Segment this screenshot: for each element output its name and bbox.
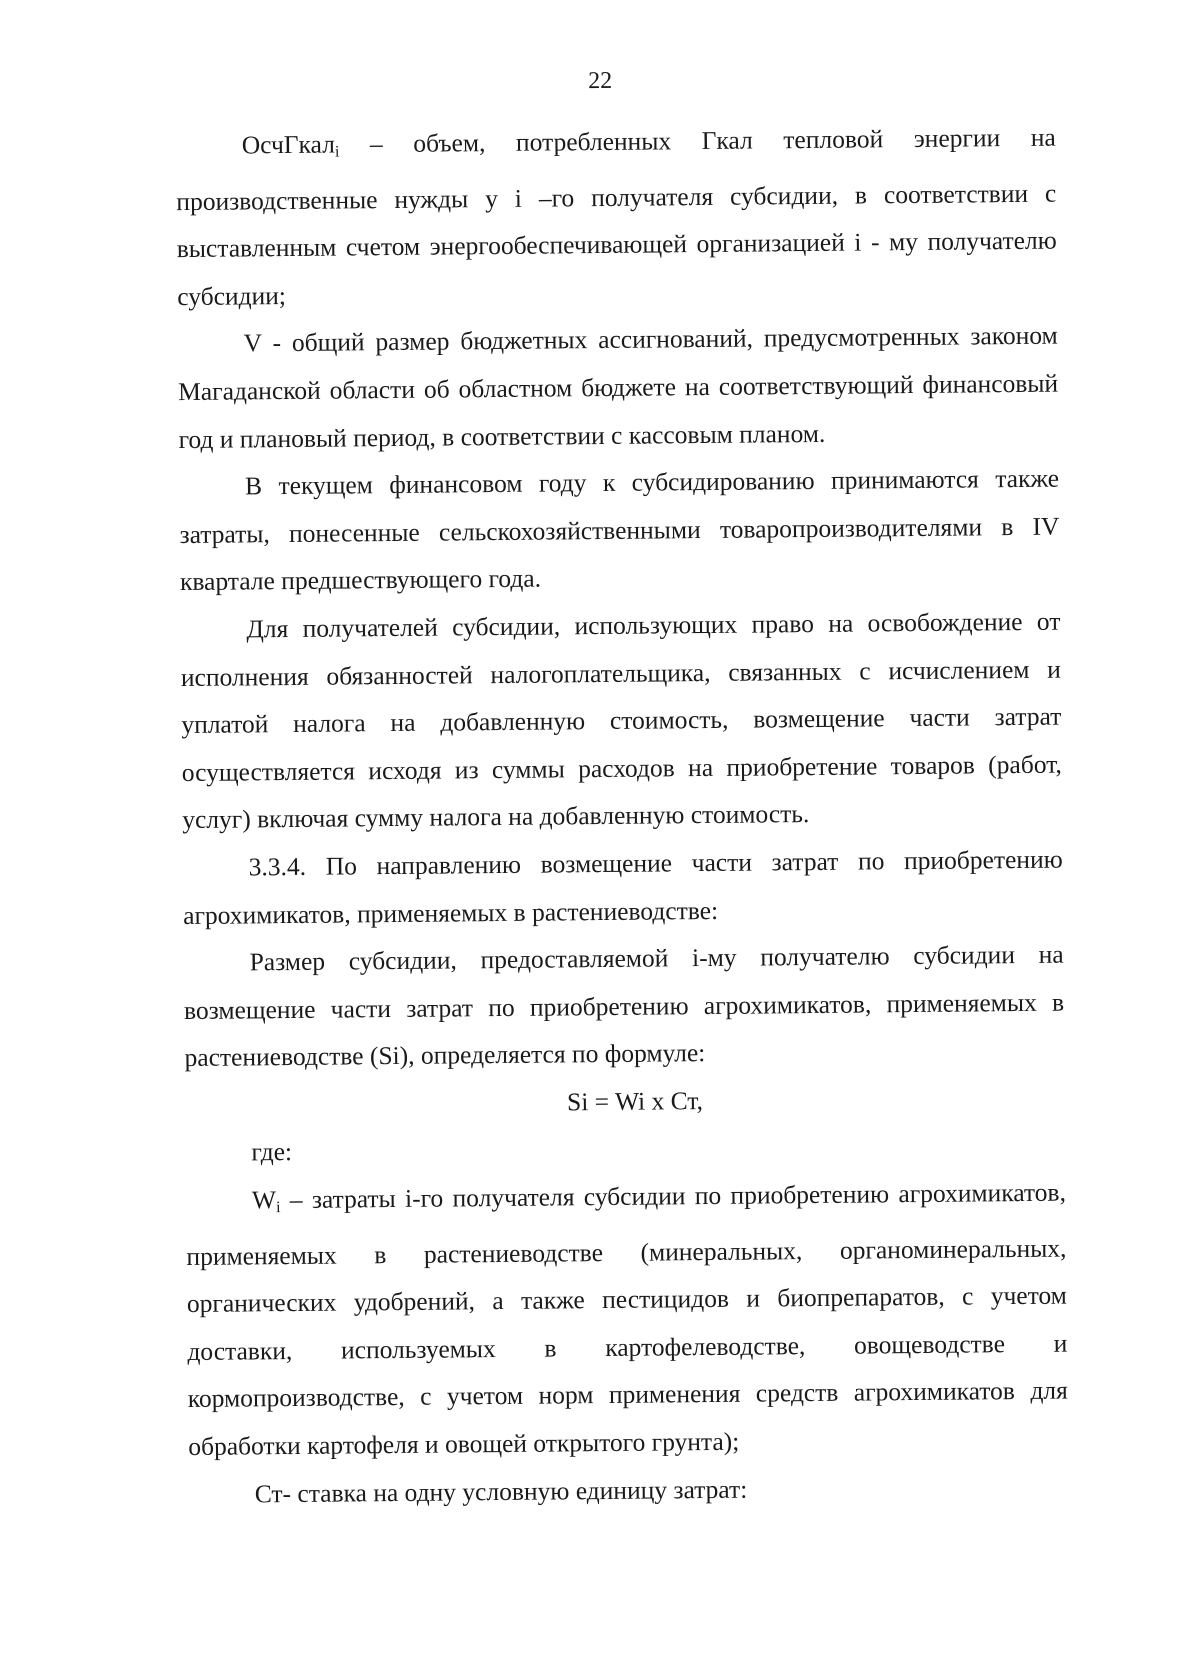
paragraph-where: где: (251, 1137, 293, 1167)
term-heat-energy-subscript: i (334, 143, 340, 161)
paragraph-heat-energy-definition (176, 114, 1058, 321)
paragraph-wi-text: – затраты i-го получателя субсидии по приобретению агрохимикатов, применяемых в растениеводстве (минеральных, органоминеральных, органических удобрений, а также пестицидов и биопрепаратов, с учетом доставки, используемых в картофелеводстве, овощеводстве и кормопроизводстве, с учетом норм применения средств агрохимикатов для обработки картофеля и овощей открытого грунта); (186, 1177, 1068, 1462)
paragraph-vat-exemption: Для получателей субсидии, использующих право на освобождение от исполнения обязанностей налогоплательщика, связанных с исчислением и уплатой налога на добавленную стоимость, возмещение части затрат осуществляется исходя из суммы расходов на приобретение товаров (работ, услуг) включая сумму налога на добавленную стоимость. (180, 606, 1062, 835)
formula-si: Si = Wi x Ст, (566, 1085, 704, 1117)
paragraph-budget-definition: V - общий размер бюджетных ассигнований, предусмотренных законом Магаданской области об областном бюджете на соответствующий финансовый год и плановый период, в соответствии с кассовым планом. (178, 320, 1059, 454)
term-wi: W (251, 1185, 277, 1215)
page-number: 22 (588, 67, 613, 95)
paragraph-wi-definition (186, 1169, 1069, 1471)
term-wi-subscript: i (275, 1199, 281, 1217)
paragraph-subsidy-size: Размер субсидии, предоставляемой i-му получателю субсидии на возмещение части затрат по приобретению агрохимикатов, применяемых в растениеводстве (Si), определяется по формуле: (183, 939, 1065, 1073)
paragraph-rate-definition: Ст- ставка на одну условную единицу затрат: (254, 1474, 748, 1509)
paragraph-section-3-3-4: 3.3.4. По направлению возмещение части затрат по приобретению агрохимикатов, применяемых в растениеводстве: (183, 844, 1063, 930)
paragraph-heat-energy-text: – объем, потребленных Гкал тепловой энергии на производственные нужды у i –го получателя субсидии, в соответствии с выставленным счетом энергообеспечивающей организацией i - му получателю субсидии; (176, 122, 1057, 311)
paragraph-previous-quarter-costs: В текущем финансовом году к субсидированию принимаются также затраты, понесенные сельскохозяйственными товаропроизводителями в IV квартале предшествующего года. (179, 463, 1060, 597)
term-heat-energy: ОсчГкал (241, 129, 335, 160)
document-body (176, 114, 1069, 1519)
